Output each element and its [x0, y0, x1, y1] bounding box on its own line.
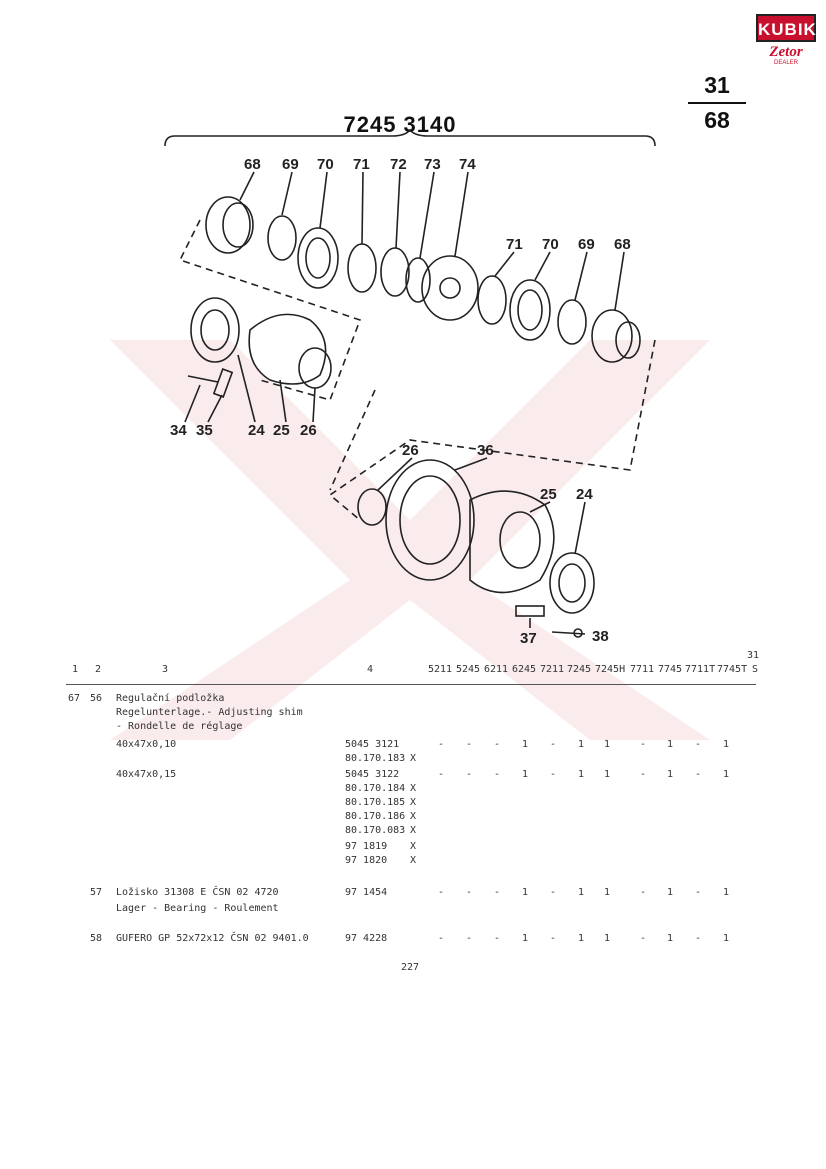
page-ref-divider [688, 102, 746, 104]
callout-69: 69 [282, 156, 299, 173]
row-pos: 67 [68, 693, 81, 704]
page-reference [688, 72, 746, 134]
callout-70: 70 [317, 156, 334, 173]
callout-37: 37 [520, 630, 537, 647]
part-number: 5045 3122 [345, 769, 400, 780]
page-ref-bottom: 68 [704, 107, 730, 133]
part-mark: X [410, 825, 417, 836]
model-5245: 5245 [456, 664, 481, 675]
model-7211: 7211 [540, 664, 565, 675]
callout-71-right: 71 [506, 236, 523, 253]
qty-cell: - [550, 769, 557, 780]
model-6245: 6245 [512, 664, 537, 675]
qty-cell: 1 [667, 933, 674, 944]
kubik-brand: KUBIK [756, 14, 816, 42]
row-item: 58 [90, 933, 103, 944]
qty-cell: - [550, 887, 557, 898]
model-S: S [752, 664, 759, 675]
callout-24-lower: 24 [576, 486, 593, 503]
part-74-spider [422, 256, 478, 320]
part-mark: X [410, 855, 417, 866]
model-7745: 7745 [658, 664, 683, 675]
part-number: 80.170.185 [345, 797, 406, 808]
qty-cell: - [695, 739, 702, 750]
part-mark: X [410, 753, 417, 764]
part-37-plate [516, 606, 544, 616]
qty-cell: 1 [604, 769, 611, 780]
qty-cell: - [466, 769, 473, 780]
qty-cell: - [466, 739, 473, 750]
qty-cell: 1 [667, 769, 674, 780]
model-7245H: 7245H [595, 664, 626, 675]
part-69-left [268, 216, 296, 260]
callout-25: 25 [273, 422, 290, 439]
part-70-right [510, 280, 550, 340]
qty-cell: - [494, 933, 501, 944]
callout-68-right: 68 [614, 236, 631, 253]
row-desc-line: Ložisko 31308 E ČSN 02 4720 [116, 887, 279, 898]
qty-cell: - [494, 769, 501, 780]
qty-cell: 1 [522, 739, 529, 750]
qty-cell: - [438, 739, 445, 750]
qty-cell: 1 [723, 887, 730, 898]
row-item: 56 [90, 693, 103, 704]
callout-71: 71 [353, 156, 370, 173]
part-72 [381, 248, 409, 296]
part-34-bolt [188, 376, 218, 382]
callout-70-right: 70 [542, 236, 559, 253]
qty-cell: 1 [604, 887, 611, 898]
model-7745T: 7745T [717, 664, 748, 675]
callout-26: 26 [300, 422, 317, 439]
part-71-left [348, 244, 376, 292]
qty-cell: - [550, 739, 557, 750]
col-header-1: 1 [72, 664, 79, 675]
qty-cell: 1 [578, 769, 585, 780]
part-mark: X [410, 797, 417, 808]
callout-72: 72 [390, 156, 407, 173]
qty-cell: 1 [723, 739, 730, 750]
row-size: 40x47x0,15 [116, 769, 177, 780]
zetor-brand: Zetor [769, 44, 803, 60]
callout-34: 34 [170, 422, 187, 439]
row-desc-line: GUFERO GP 52x72x12 ČSN 02 9401.0 [116, 933, 309, 944]
qty-cell: - [494, 739, 501, 750]
qty-cell: 1 [522, 933, 529, 944]
part-number: 97 1820 [345, 855, 388, 866]
row-size: 40x47x0,10 [116, 739, 177, 750]
model-5211: 5211 [428, 664, 453, 675]
qty-cell: - [695, 933, 702, 944]
model-6211: 6211 [484, 664, 509, 675]
part-number: 5045 3121 [345, 739, 400, 750]
assembly-number: 7245 3140 [343, 112, 457, 137]
qty-cell: 1 [604, 739, 611, 750]
row-desc-line: - Rondelle de réglage [116, 721, 243, 732]
qty-cell: 1 [578, 887, 585, 898]
footer-page-number: 227 [400, 962, 420, 973]
row-desc-line: Regulační podložka [116, 693, 225, 704]
part-26-left-washer [299, 348, 331, 388]
dealer-text: DEALER [773, 60, 798, 66]
qty-cell: - [640, 769, 647, 780]
part-71-right [478, 276, 506, 324]
part-70-left [298, 228, 338, 288]
part-mark: X [410, 841, 417, 852]
callout-38: 38 [592, 628, 609, 645]
qty-cell: 1 [578, 739, 585, 750]
qty-cell: - [640, 933, 647, 944]
qty-cell: - [466, 887, 473, 898]
callout-73: 73 [424, 156, 441, 173]
part-25-left-housing [249, 314, 325, 384]
qty-cell: - [695, 887, 702, 898]
callout-25-lower: 25 [540, 486, 557, 503]
qty-cell: - [640, 739, 647, 750]
qty-cell: - [640, 887, 647, 898]
qty-cell: - [695, 769, 702, 780]
model-7711T: 7711T [685, 664, 716, 675]
model-7711: 7711 [630, 664, 655, 675]
qty-cell: - [438, 769, 445, 780]
part-35-lock [214, 369, 232, 397]
table-header-rule [66, 684, 756, 685]
qty-cell: 1 [522, 887, 529, 898]
model-superscript: 31 [747, 650, 760, 661]
part-68-right [592, 310, 632, 362]
col-header-2: 2 [95, 664, 102, 675]
qty-cell: 1 [578, 933, 585, 944]
row-desc-line: Lager - Bearing - Roulement [116, 903, 279, 914]
qty-cell: 1 [604, 933, 611, 944]
part-number: 80.170.183 [345, 753, 406, 764]
callout-24: 24 [248, 422, 265, 439]
qty-cell: 1 [522, 769, 529, 780]
part-24-left-bearing [191, 298, 239, 362]
part-mark: X [410, 783, 417, 794]
kubik-zetor-logo [756, 14, 816, 64]
col-header-3: 3 [162, 664, 169, 675]
part-38-bolt [552, 632, 585, 634]
part-73 [406, 258, 430, 302]
qty-cell: - [550, 933, 557, 944]
qty-cell: 1 [723, 769, 730, 780]
qty-cell: 1 [723, 933, 730, 944]
part-number: 80.170.184 [345, 783, 406, 794]
part-number: 80.170.083 [345, 825, 406, 836]
part-24-right-bearing [550, 553, 594, 613]
callout-74: 74 [459, 156, 476, 173]
row-item: 57 [90, 887, 103, 898]
qty-cell: 1 [667, 739, 674, 750]
part-number: 97 4228 [345, 933, 388, 944]
exploded-diagram [0, 140, 826, 660]
callout-68: 68 [244, 156, 261, 173]
part-68-left [206, 197, 250, 253]
page-ref-top: 31 [704, 72, 730, 98]
qty-cell: - [466, 933, 473, 944]
qty-cell: - [438, 933, 445, 944]
model-7245: 7245 [567, 664, 592, 675]
part-mark: X [410, 811, 417, 822]
callout-69-right: 69 [578, 236, 595, 253]
callout-36: 36 [477, 442, 494, 459]
part-26-right-washer [358, 489, 386, 525]
part-number: 97 1454 [345, 887, 388, 898]
row-desc-line: Regelunterlage.- Adjusting shim [116, 707, 303, 718]
part-69-right [558, 300, 586, 344]
qty-cell: - [494, 887, 501, 898]
part-number: 97 1819 [345, 841, 388, 852]
qty-cell: - [438, 887, 445, 898]
callout-35: 35 [196, 422, 213, 439]
callout-26-lower: 26 [402, 442, 419, 459]
qty-cell: 1 [667, 887, 674, 898]
part-number: 80.170.186 [345, 811, 406, 822]
col-header-4: 4 [367, 664, 374, 675]
